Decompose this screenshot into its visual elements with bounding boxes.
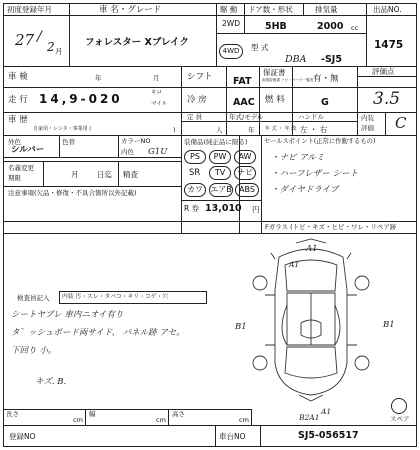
fuel-label: 燃 料 (265, 95, 285, 105)
first-registration-label: 初度登録年月 (7, 5, 52, 14)
color-no-label: カラーNO (121, 137, 151, 145)
length-label: 長さ (6, 410, 19, 418)
score-value: 3.5 (373, 89, 401, 109)
color-change-label: 色替 (62, 138, 75, 146)
spare-label: スペア (390, 415, 410, 423)
drive-label: 駆 動 (220, 5, 238, 14)
car-diagram (251, 235, 371, 410)
spare-tire-icon (391, 398, 407, 414)
inspector-note-2: タ゛ッシュボード両サイド、 パネル跡 アセ。 (11, 328, 185, 338)
warranty-sub: 取扱説明書 ナビ・パーツ一覧表 (262, 78, 314, 82)
handle-label: ハンドル (298, 113, 324, 121)
ac-label: 冷 房 (187, 95, 207, 105)
equipment-airbag: エアB (209, 183, 233, 197)
height-label: 高さ (172, 410, 185, 418)
auction-inspection-sheet: 初度登録年月 27 / 2 月 車 名・グレード フォレスター Xブレイク 駆 動 ドア数・形状 排気量 2WD 4WD 5HB 2000 cc 型 式 DBA -SJ5 出品NO. 1475 車 検 年 月 シフト FAT 保証書 取扱説明書 ナビ・パーツ一覧表 有・無 評価点 3.5 走 行 14,9-020 キロ マイル 冷 房 AAC 燃 料 G 車 歴 自家用・レンタ・事業用 ( ) 定 員 人 年式/モデル 年 年 式 ・ 年 改 ハンドル 左 ・ 右 内装 評価 C 外色 シルバー 色替 カラーNO G1U 内色 装備品(純正品に限る) PS PW AW SR TV ナビ カワ エアB ABS R 券 13,010 円 セールスポイント(正常に作動するもの) ・ナビ アルミ ・ハーフレザー シート ・ダイヤドライブ 注意事項(欠品・修復・不具合箇所以外記載) 名義変更 期限 月 日迄 精査 Fガラス (トビ・キズ・ヒビ・ワレ・リペア跡 A1 A1 B1 B1 B2A1 A1 スペア 検査員記入 内装 汚・スレ・タバコ・キリ・コゲ・穴 シートヤブレ 車内ニオイ有り タ゛ッシュボード両サイド、 パネル跡 アセ。 下回り 小。 キズ. B. 長さ cm 幅 cm 高さ cm 登録NO 車台NO SJ5-056517 (3, 3, 417, 447)
warranty-label: 保証書 (263, 68, 286, 77)
car-name: フォレスター Xブレイク (85, 37, 189, 48)
interior-score-label: 内装 (361, 114, 374, 122)
damage-mark-rear-2: A1 (321, 407, 332, 416)
model-value: DBA (285, 54, 307, 65)
equipment-pw: PW (209, 150, 231, 164)
inspector-note-4: キズ. B. (35, 377, 67, 387)
exterior-color-value: シルバー (11, 145, 45, 155)
shift-value: FAT (233, 76, 252, 87)
equipment-aw: AW (234, 150, 256, 164)
month-unit: 月 (55, 47, 63, 56)
damage-mark-rear: B2A1 (299, 413, 320, 422)
history-options: 自家用・レンタ・事業用 ( (33, 126, 92, 132)
recycle-value: 13,010 (205, 203, 242, 214)
registration-month: 2 (47, 40, 55, 54)
width-label: 幅 (89, 410, 96, 418)
windshield-header: Fガラス (トビ・キズ・ヒビ・ワレ・リペア跡 (265, 223, 397, 231)
interior-checks: 内装 汚・スレ・タバコ・キリ・コゲ・穴 (62, 294, 169, 300)
shaken-label: 車 検 (8, 72, 28, 82)
equipment-label: 装備品(純正品に限る) (184, 138, 248, 146)
color-no-value: G1U (148, 147, 168, 157)
equipment-leather: カワ (184, 183, 206, 197)
doors-value: 5HB (265, 21, 287, 32)
registration-no-label: 登録NO (9, 432, 36, 441)
model-code: -SJ5 (321, 54, 342, 65)
equipment-ps: PS (184, 150, 206, 164)
doors-shape-label: ドア数・形状 (248, 5, 293, 14)
history-label: 車 歴 (8, 115, 28, 125)
fuel-value: G (321, 97, 329, 108)
chassis-no-value: SJ5-056517 (298, 430, 359, 441)
mileage-label: 走 行 (8, 95, 28, 105)
score-label: 評価点 (372, 67, 395, 76)
inspector-note-1: シートヤブレ 車内ニオイ有り (11, 310, 124, 320)
model-label: 型 式 (251, 43, 269, 52)
equipment-tv: TV (209, 166, 231, 180)
sales-point-3: ・ダイヤドライブ (271, 185, 339, 195)
year-model-label: 年式/モデル (229, 113, 264, 121)
car-name-grade-label: 車 名・グレード (99, 5, 162, 15)
interior-score-value: C (395, 114, 407, 132)
inspector-label: 検査員記入 (17, 294, 50, 302)
sales-point-1: ・ナビ アルミ (271, 153, 325, 163)
equipment-navi: ナビ (234, 166, 256, 180)
meigi-label: 名義変更 (8, 164, 34, 172)
caution-label: 注意事項(欠品・修復・不具合箇所以外記載) (8, 189, 137, 197)
ac-value: AAC (233, 97, 255, 108)
warranty-yes-no: 有・無 (313, 74, 339, 84)
mileage-value: 14,9-020 (39, 92, 123, 106)
sales-point-2: ・ハーフレザー シート (271, 169, 358, 179)
seats-label: 定 員 (187, 113, 203, 121)
handle-value: 左 ・ 右 (300, 125, 328, 134)
drive-2wd: 2WD (222, 19, 240, 28)
lot-number-label: 出品NO. (373, 5, 402, 14)
equipment-sr: SR (189, 168, 201, 178)
registration-year: 27 (15, 31, 35, 49)
damage-mark-hood: A1 (289, 260, 300, 269)
lot-number: 1475 (374, 39, 404, 51)
damage-mark-left: B1 (235, 322, 247, 332)
interior-color-label: 内色 (121, 148, 134, 156)
drive-4wd-circled: 4WD (219, 44, 243, 59)
inspector-note-3: 下回り 小。 (11, 346, 57, 356)
chassis-no-label: 車台NO (219, 432, 246, 441)
exterior-color-label: 外色 (8, 138, 21, 146)
equipment-abs: ABS (235, 183, 259, 197)
recycle-label: R 券 (184, 204, 200, 213)
sales-points-label: セールスポイント(正常に作動するもの) (264, 138, 376, 145)
displacement-value: 2000 (317, 21, 344, 32)
seiran-label: 精査 (123, 170, 138, 179)
shift-label: シフト (187, 72, 213, 82)
damage-mark-front: A1 (306, 244, 318, 254)
displacement-label: 排気量 (315, 5, 338, 14)
damage-mark-right: B1 (383, 320, 395, 330)
